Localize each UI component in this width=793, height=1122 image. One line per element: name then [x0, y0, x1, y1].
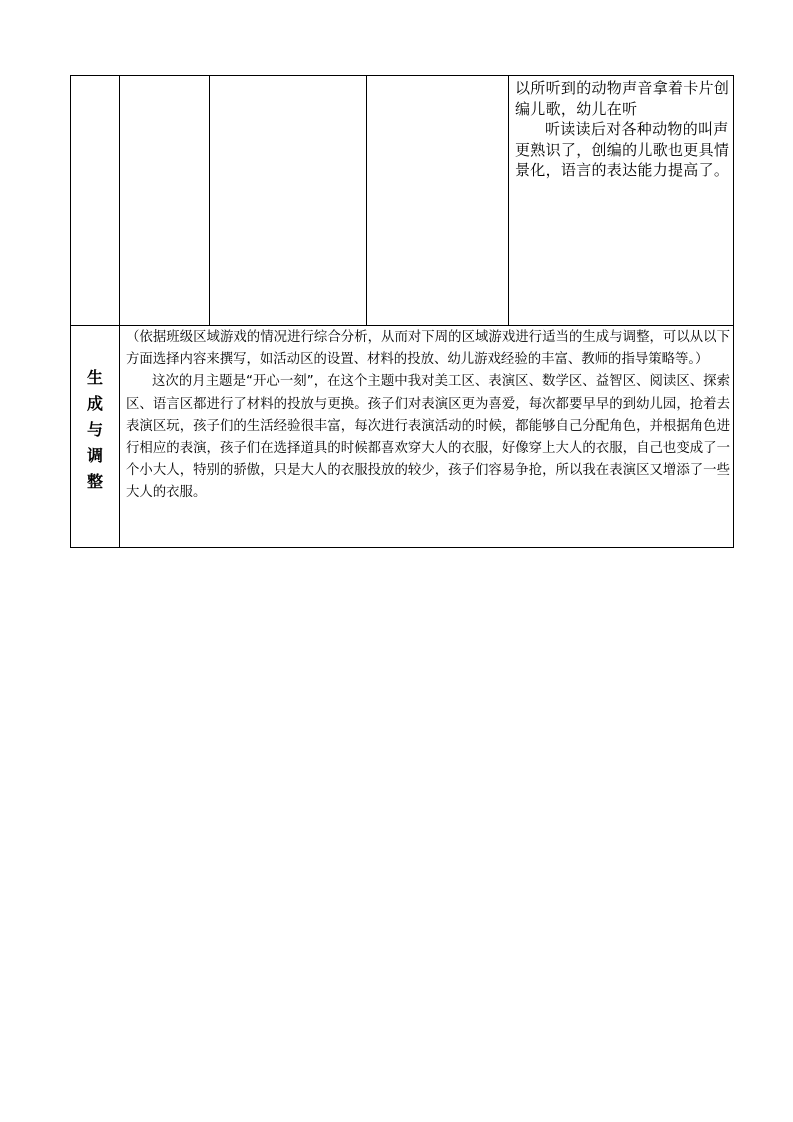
column-divider	[508, 76, 509, 325]
generation-adjustment-label: 生成与调整	[86, 367, 103, 491]
column-divider	[209, 76, 210, 325]
generation-adjustment-label-cell	[71, 326, 119, 547]
column-divider	[366, 76, 367, 325]
observation-cell-text	[515, 78, 730, 181]
table-row-observation	[70, 75, 734, 326]
observation-paragraph: 以所听到的动物声音拿着卡片创编儿歌，幼儿在听	[515, 79, 730, 118]
column-divider	[119, 326, 120, 547]
generation-adjustment-content	[126, 327, 730, 505]
reflection-paragraph: 这次的月主题是“开心一刻”，在这个主题中我对美工区、表演区、数学区、益智区、阅读区、探索区、语言区都进行了材料的投放与更换。孩子们对表演区更为喜爱，每次都要早早的到幼儿园，抢着去表演区玩，孩子们的生活经验很丰富，每次进行表演活动的时候，都能够自己分配角色，并根据角色进行相应的表演，孩子们在选择道具的时候都喜欢穿大人的衣服，好像穿上大人的衣服，自己也变成了一个小大人，特别的骄傲，只是大人的衣服投放的较少，孩子们容易争抢，所以我在表演区又增添了一些大人的衣服。	[126, 374, 730, 501]
instruction-paragraph: （依据班级区域游戏的情况进行综合分析，从而对下周的区域游戏进行适当的生成与调整，可以从以下方面选择内容来撰写，如活动区的设置、材料的投放、幼儿游戏经验的丰富、教师的指导策略等。）	[126, 330, 730, 368]
column-divider	[119, 76, 120, 325]
observation-paragraph: 听读读后对各种动物的叫声更熟识了，创编的儿歌也更具情景化，语言的表达能力提高了。	[515, 120, 730, 179]
table-row-generation-adjustment	[70, 325, 734, 548]
